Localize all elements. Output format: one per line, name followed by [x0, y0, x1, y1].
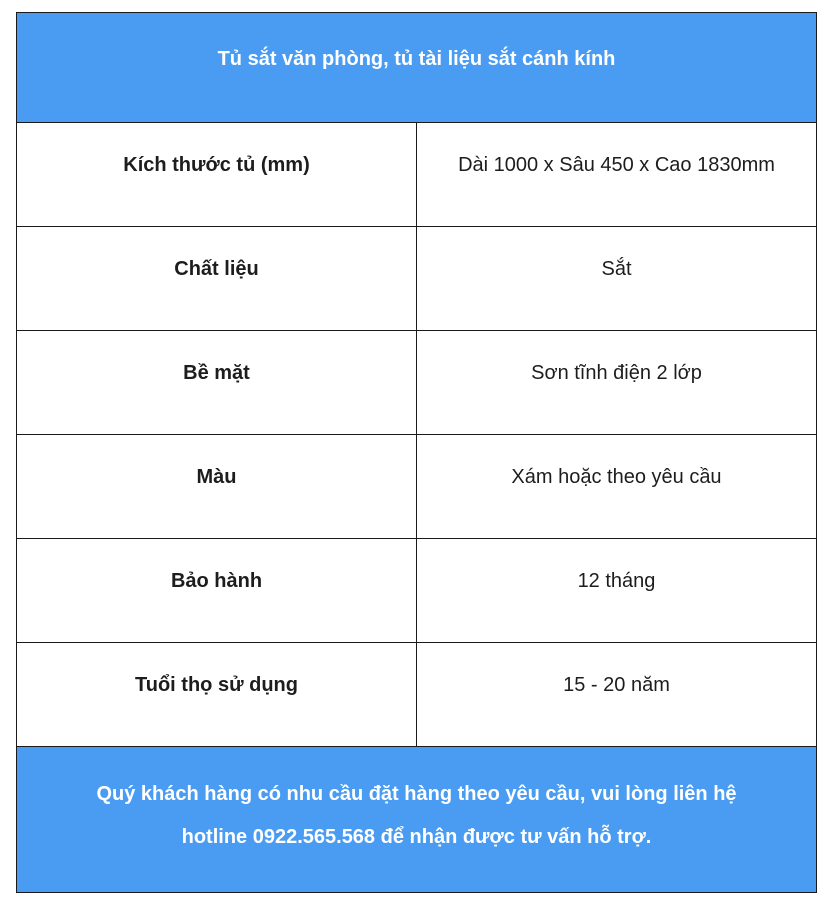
product-spec-table	[16, 12, 817, 893]
table-row	[17, 539, 817, 643]
spec-label-surface: Bề mặt	[17, 331, 417, 435]
spec-value-warranty: 12 tháng	[417, 539, 817, 643]
spec-value-size: Dài 1000 x Sâu 450 x Cao 1830mm	[417, 123, 817, 227]
spec-value-color: Xám hoặc theo yêu cầu	[417, 435, 817, 539]
table-row	[17, 123, 817, 227]
table-header-row	[17, 13, 817, 123]
contact-note-line-1: Quý khách hàng có nhu cầu đặt hàng theo yêu cầu, vui lòng liên hệ	[96, 782, 737, 805]
spec-label-lifespan: Tuổi thọ sử dụng	[17, 643, 417, 747]
table-row	[17, 643, 817, 747]
spec-value-lifespan: 15 - 20 năm	[417, 643, 817, 747]
contact-note	[17, 747, 817, 893]
table-row	[17, 435, 817, 539]
spec-label-size: Kích thước tủ (mm)	[17, 123, 417, 227]
spec-label-color: Màu	[17, 435, 417, 539]
spec-value-surface: Sơn tĩnh điện 2 lớp	[417, 331, 817, 435]
table-footer-row	[17, 747, 817, 893]
contact-note-line-2: hotline 0922.565.568 để nhận được tư vấn hỗ trợ.	[181, 825, 652, 848]
table-row	[17, 227, 817, 331]
spec-value-material: Sắt	[417, 227, 817, 331]
spec-label-material: Chất liệu	[17, 227, 417, 331]
table-row	[17, 331, 817, 435]
table-title: Tủ sắt văn phòng, tủ tài liệu sắt cánh kính	[17, 13, 817, 123]
spec-label-warranty: Bảo hành	[17, 539, 417, 643]
